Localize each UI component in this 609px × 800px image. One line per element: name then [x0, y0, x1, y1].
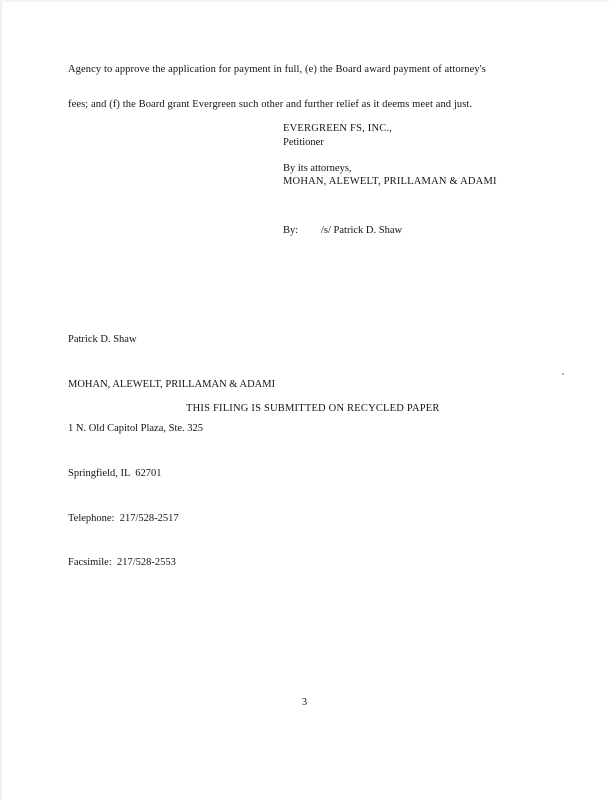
scan-edge-top: [0, 0, 609, 2]
signature-firm: MOHAN, ALEWELT, PRILLAMAN & ADAMI: [283, 176, 497, 188]
signature-text: /s/ Patrick D. Shaw: [321, 225, 403, 236]
signed-line: [283, 225, 402, 236]
signed-by-label: By:: [283, 225, 299, 236]
address-firm: MOHAN, ALEWELT, PRILLAMAN & ADAMI: [68, 378, 276, 390]
signature-block: [283, 122, 497, 189]
address-telephone: Telephone: 217/528-2517: [68, 512, 179, 524]
scan-edge-left: [0, 0, 2, 800]
paragraph-line-2: fees; and (f) the Board grant Evergreen such other and further relief as it deems meet and just.: [68, 99, 473, 110]
page-number: 3: [301, 697, 308, 708]
address-block: [68, 303, 275, 601]
signature-role: Petitioner: [283, 137, 324, 149]
scan-speck: [562, 373, 564, 375]
signature-company: EVERGREEN FS, INC.,: [283, 123, 393, 134]
recycled-paper-note: THIS FILING IS SUBMITTED ON RECYCLED PAPER: [186, 403, 440, 414]
address-facsimile: Facsimile: 217/528-2553: [68, 557, 176, 569]
address-name: Patrick D. Shaw: [68, 333, 137, 345]
address-city-state-zip: Springfield, IL 62701: [68, 467, 162, 479]
scan-speck: [215, 378, 216, 379]
address-street: 1 N. Old Capitol Plaza, Ste. 325: [68, 423, 204, 435]
paragraph-line-1: Agency to approve the application for payment in full, (e) the Board award payment of attorney's: [68, 64, 486, 75]
signature-by-its-attorneys: By its attorneys,: [283, 163, 352, 175]
